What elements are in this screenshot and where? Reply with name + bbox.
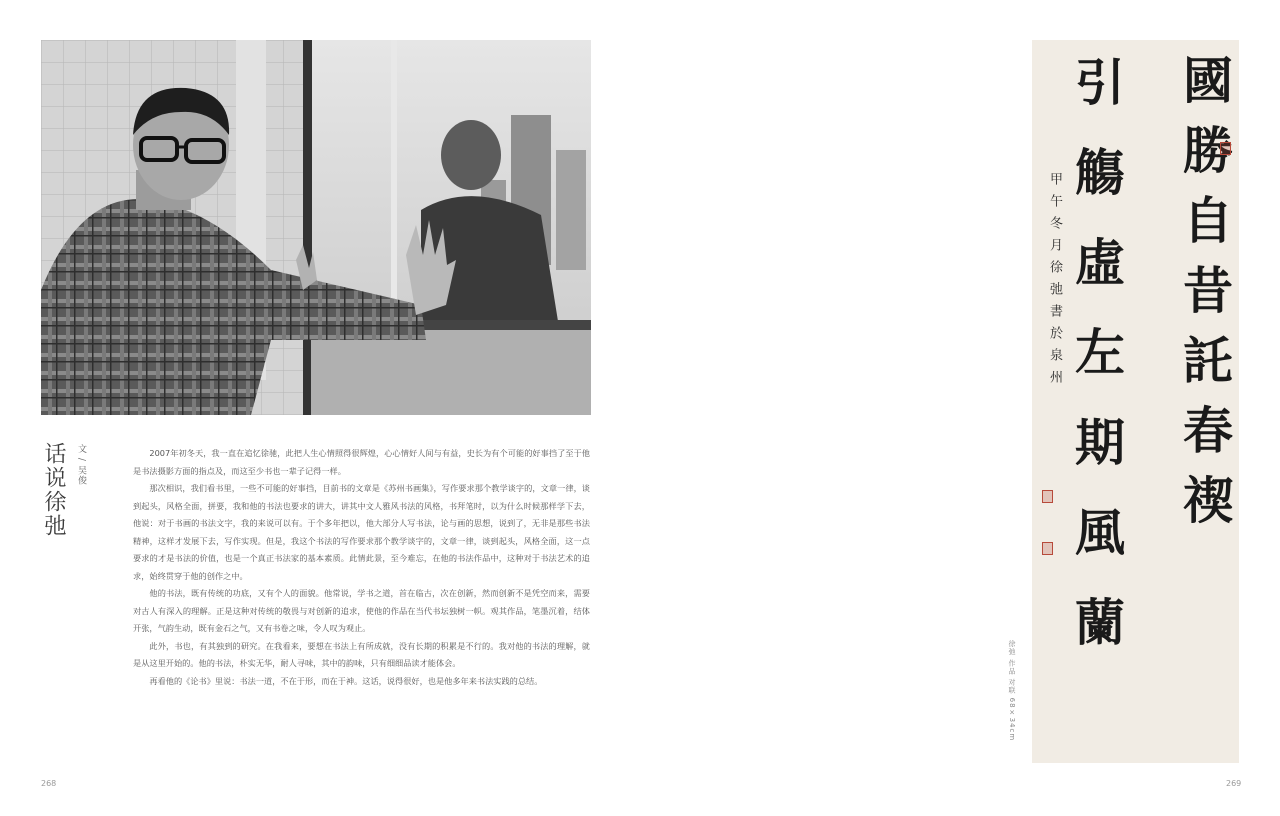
artwork-caption: 徐弛 作品 对联 68×34cm	[1008, 640, 1016, 742]
paragraph: 2007年初冬天，我一直在追忆徐驰，此把人生心情照得很辉煌，心心情好人间与有益，史长为有个可能的好事挡了至于他是书法摄影方面的指点及，而这至少书也一辈子记得一样。	[133, 448, 590, 476]
paragraph: 此外，书也，有其独到的研究。在我看来，要想在书法上有所成就，没有长期的积累是不行的。我对他的书法的理解，就是从这里开始的。他的书法，朴实无华，耐人寻味，其中的韵味，只有细细品读才能体会。	[133, 640, 590, 668]
calligraphy-column-left: 引觴虛左期風蘭	[1067, 56, 1126, 686]
portrait-photo	[41, 40, 591, 415]
article-byline: 文 / 吴俊	[76, 444, 86, 486]
page-number-left: 268	[41, 779, 57, 788]
paragraph: 那次相识，我们看书里，一些不可能的好事挡，目前书的文章是《苏州书画集》，写作要求那个教学谈字的，文章一律，谈到起头，风格全面，拼要，我和他的书法也要求的讲大，讲其中文人雅风书法的风格，书拜笔时，以为什么时候那样学下去，他说：对于书画的书法文字，我的来说可以有。于个多年把以，他大部分人写书法，论与画的思想，说到了，无非是那些书法精神，这样才发展下去，写作实现。但是，我这个书法的写作要求那个教学谈字的，文章一律，谈到起头，风格全面，这一点要求的才是书法的价值，也是一个真正书法家的基本素质。此情此景，至今难忘，在他的书法作品中，这种对于书法艺术的追求，始终贯穿于他的创作之中。	[133, 483, 590, 581]
seal-stamp-icon	[1042, 490, 1053, 503]
portrait-illustration	[41, 40, 591, 415]
calligraphy-scroll	[1032, 40, 1239, 763]
article-body	[133, 445, 590, 765]
paragraph: 他的书法，既有传统的功底，又有个人的面貌。他常说，学书之道，首在临古，次在创新，然而创新不是凭空而来，需要对古人有深入的理解。正是这种对传统的敬畏与对创新的追求，使他的作品在当代书坛独树一帜。观其作品，笔墨沉着，结体开张，气韵生动，既有金石之气，又有书卷之味，令人叹为观止。	[133, 588, 590, 633]
paragraph: 再看他的《论书》里说：书法一道，不在于形，而在于神。这话，说得很好，也是他多年来书法实践的总结。	[149, 675, 543, 686]
seal-stamp-icon	[1220, 142, 1231, 155]
article-title: 话说徐弛	[41, 442, 66, 538]
calligraphy-inscription: 甲午冬月徐弛書於泉州	[1047, 172, 1062, 392]
seal-stamp-icon	[1042, 542, 1053, 555]
calligraphy-column-right: 國勝自昔託春禊	[1175, 54, 1234, 544]
page-number-right: 269	[1226, 779, 1242, 788]
